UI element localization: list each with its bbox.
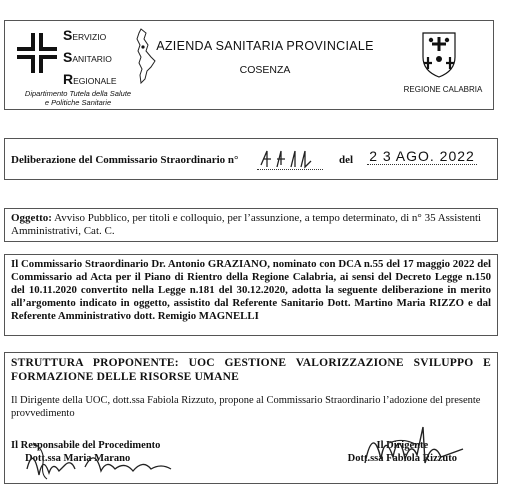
handwritten-signature-right <box>359 419 469 471</box>
structure-title: STRUTTURA PROPONENTE: UOC GESTIONE VALORIZZAZIONE SVILUPPO E FORMAZIONE DELLE RISORSE UMANE <box>11 357 491 383</box>
deliberation-label: Deliberazione del Commissario Straordinario n° <box>11 154 239 166</box>
subject-box <box>4 208 498 242</box>
agency-city: COSENZA <box>239 64 291 76</box>
ssr-line-1: SERVIZIO <box>63 27 107 43</box>
calabria-map-icon <box>133 27 157 85</box>
region-label: REGIONE CALABRIA <box>403 85 483 94</box>
right-signature-role: Il Dirigente <box>376 440 429 451</box>
left-signature-name: Dott.ssa Maria Marano <box>25 453 131 464</box>
document-header <box>4 20 494 110</box>
regional-emblem-icon <box>419 29 459 79</box>
ssr-line-3: REGIONALE <box>63 71 117 87</box>
ssr-wordmark <box>63 25 117 91</box>
department-label: Dipartimento Tutela della Salute e Politiche Sanitarie <box>24 89 132 107</box>
structure-text: Il Dirigente della UOC, dott.ssa Fabiola Rizzuto, propone al Commissario Straordinario l’adozione del presente provvedimento <box>11 395 481 419</box>
right-signature-name: Dott.ssa Fabiola Rizzuto <box>347 453 457 464</box>
proposing-structure-box <box>4 352 498 484</box>
deliberation-date-stamp: 2 3 AGO. 2022 <box>367 148 477 165</box>
handwritten-signature-left <box>25 435 195 483</box>
agency-title: AZIENDA SANITARIA PROVINCIALE <box>156 39 374 53</box>
deliberation-box <box>4 138 498 180</box>
health-service-cross-logo <box>15 31 59 75</box>
subject-label: Oggetto: <box>11 212 52 224</box>
left-signature-role: Il Responsabile del Procedimento <box>11 440 161 451</box>
ssr-line-2: SANITARIO <box>63 49 112 65</box>
subject-text: Avviso Pubblico, per titoli e colloquio, per l’assunzione, a tempo determinato, di n° 35 Assistenti Amministrativi, Cat. C. <box>11 212 482 237</box>
handwritten-deliberation-number <box>257 147 323 170</box>
deliberation-del-label: del <box>339 154 354 166</box>
commissioner-box: Il Commissario Straordinario Dr. Antonio GRAZIANO, nominato con DCA n.55 del 17 maggio 2022 del Commissario ad Acta per il Piano di Rientro della Regione Calabria, ai sensi del Decreto Legge n.150 del 10.11.2020 convertito nella Legge n.181 del 30.12.2020, adotta la seguente deliberazione in merito all’argomento indicato in oggetto, assistito dal Referente Sanitario Dott. Martino Maria RIZZO e dal Referente Amministrativo dott. Remigio MAGNELLI <box>4 254 498 336</box>
